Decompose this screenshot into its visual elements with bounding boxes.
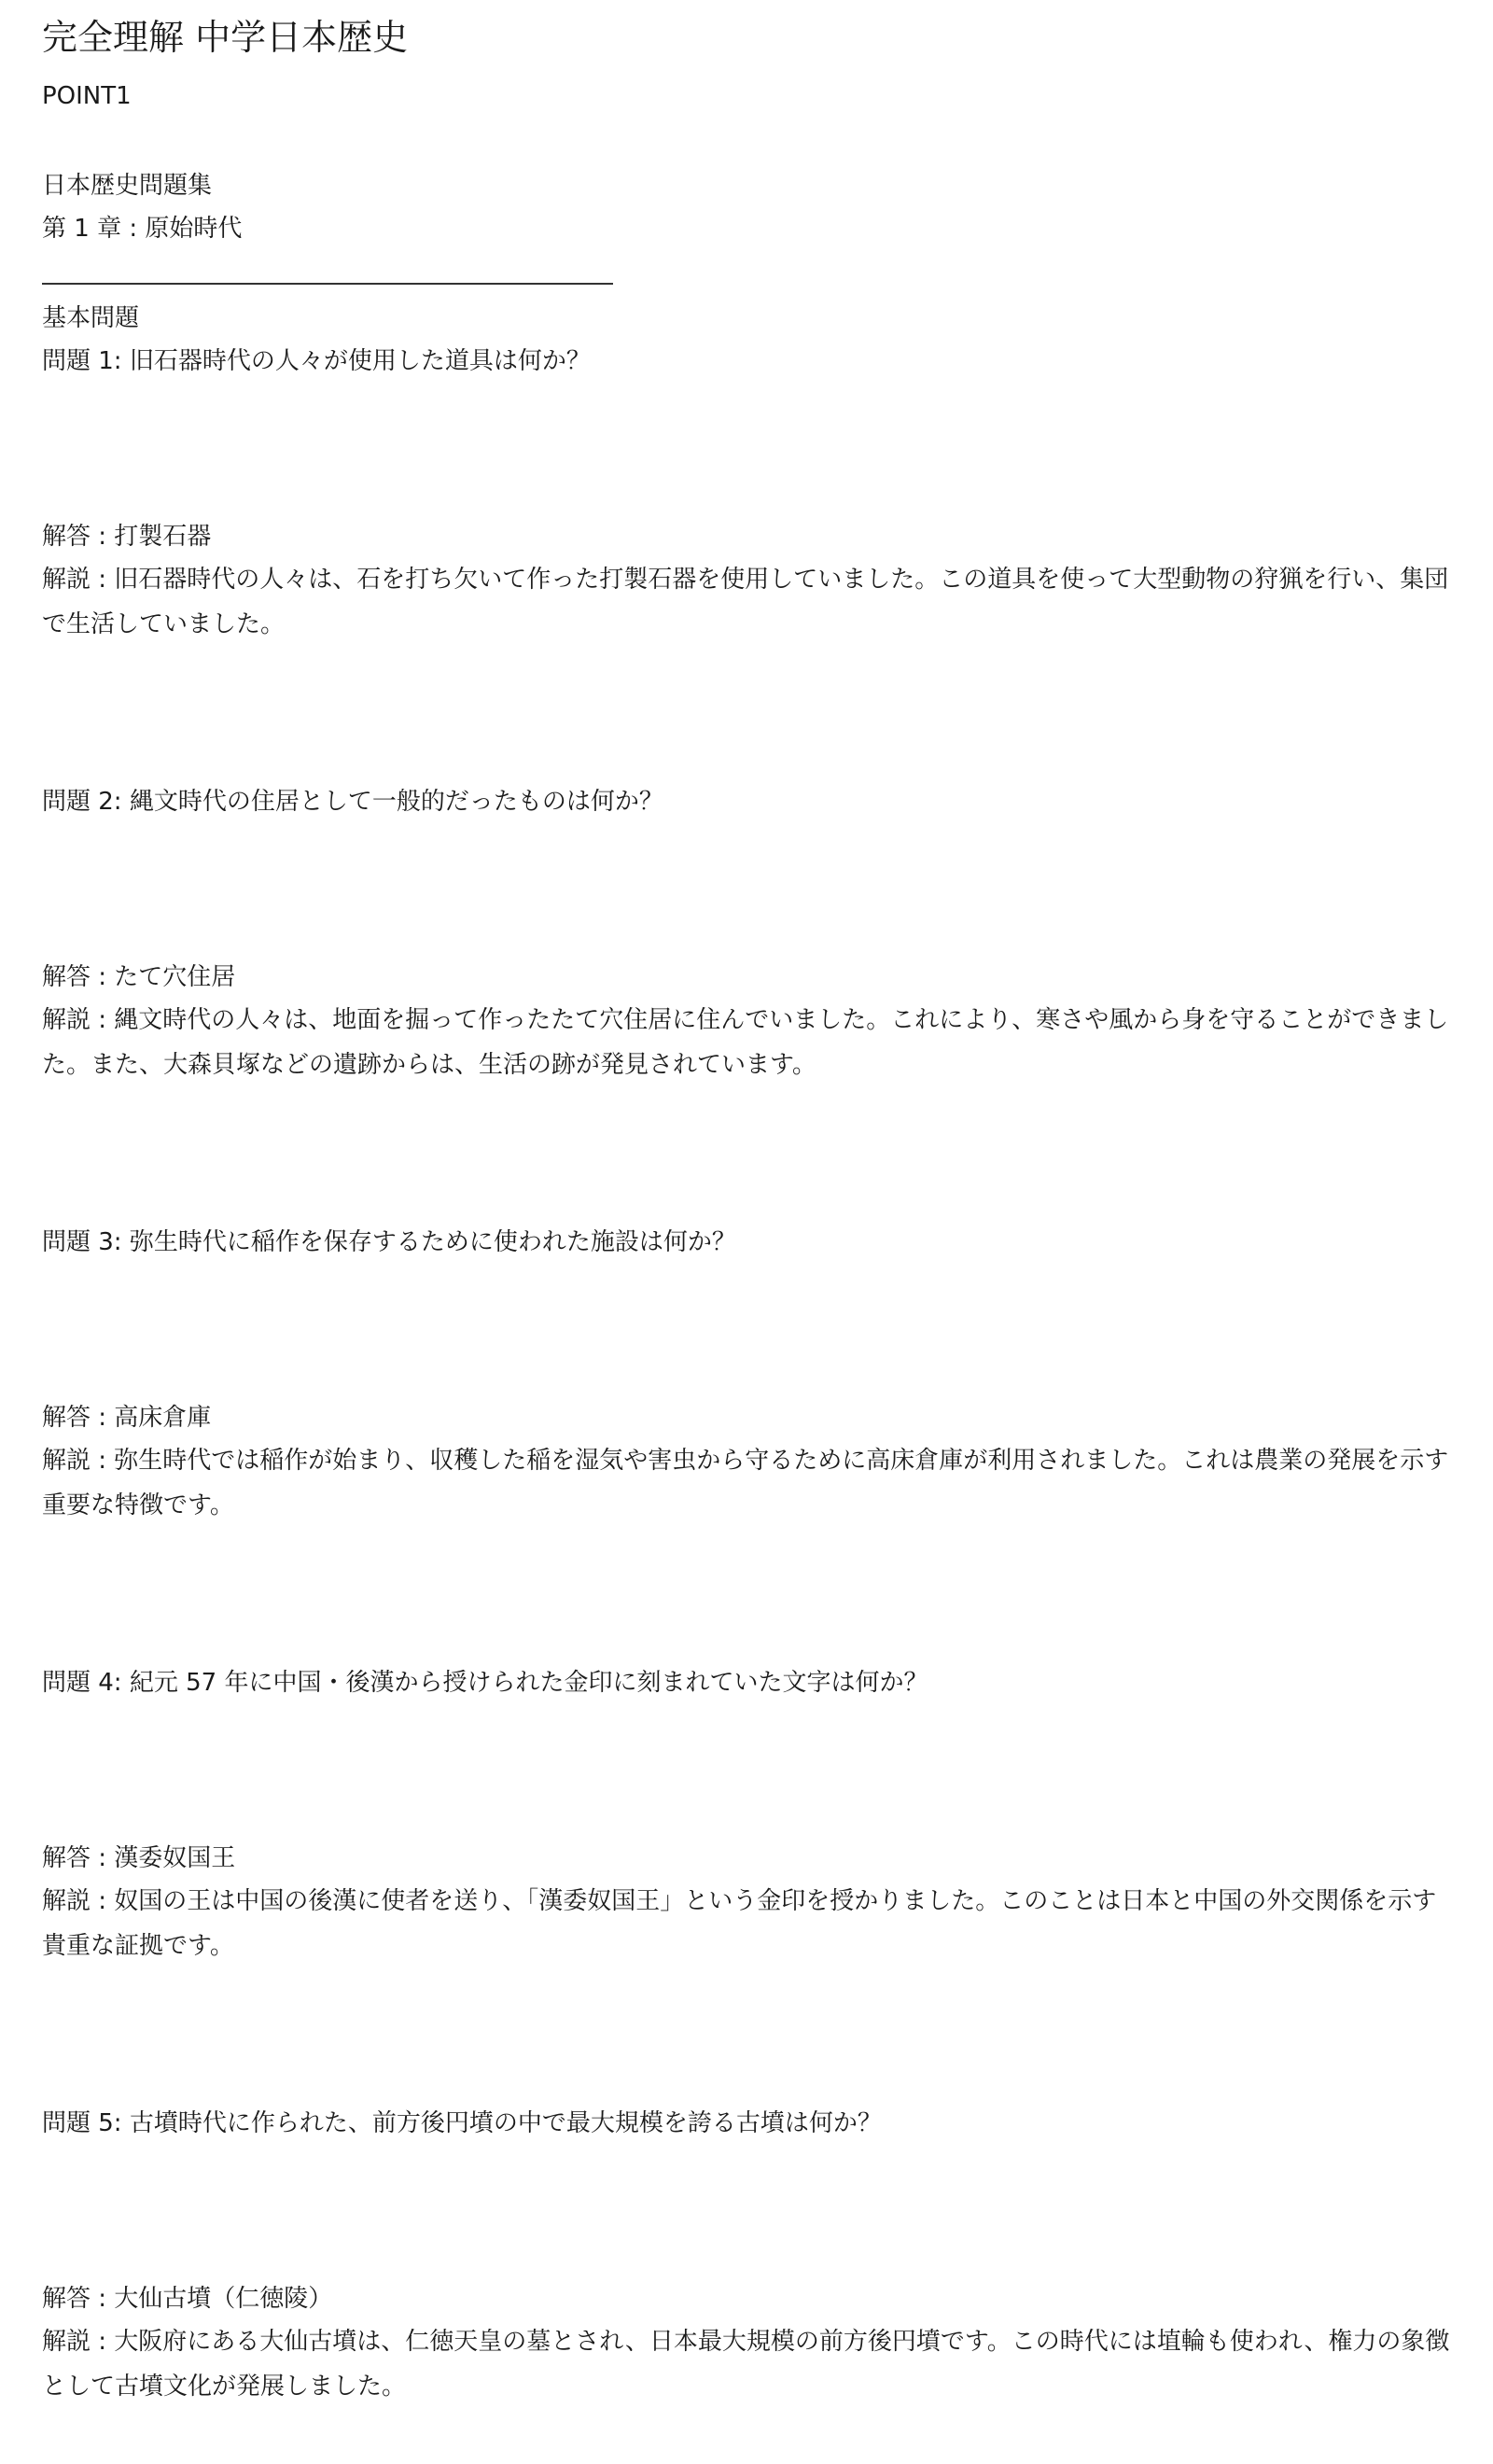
explanation-1: 解説 : 旧石器時代の人々は、石を打ち欠いて作った打製石器を使用していました。この道具を使って大型動物の狩猟を行い、集団で生活していました。	[42, 566, 1449, 638]
document-title: 完全理解 中学日本歴史	[42, 17, 409, 58]
answer-3: 解答 : 高床倉庫	[42, 1404, 212, 1432]
question-2: 問題 2: 縄文時代の住居として一般的だったものは何か？	[42, 788, 663, 816]
question-1: 問題 1: 旧石器時代の人々が使用した道具は何か？	[42, 347, 591, 375]
point-label: POINT1	[42, 82, 132, 110]
explanation-2: 解説 : 縄文時代の人々は、地面を掘って作ったたて穴住居に住んでいました。これにより、寒さや風から身を守ることができました。また、大森貝塚などの遺跡からは、生活の跡が発見されています。	[42, 1006, 1449, 1079]
answer-2: 解答 : たて穴住居	[42, 963, 236, 991]
explanation-5: 解説 : 大阪府にある大仙古墳は、仁徳天皇の墓とされ、日本最大規模の前方後円墳です。この時代には埴輪も使われ、権力の象徴として古墳文化が発展しました。	[42, 2328, 1450, 2401]
question-3: 問題 3: 弥生時代に稲作を保存するために使われた施設は何か？	[42, 1228, 736, 1256]
explanation-4: 解説 : 奴国の王は中国の後漢に使者を送り、「漢委奴国王」という金印を授かりました。このことは日本と中国の外交関係を示す貴重な証拠です。	[42, 1887, 1437, 1960]
section-divider	[42, 283, 613, 285]
question-4: 問題 4: 紀元 57 年に中国・後漢から授けられた金印に刻まれていた文字は何か？	[42, 1669, 928, 1697]
book-title: 日本歴史問題集	[42, 172, 213, 200]
question-5: 問題 5: 古墳時代に作られた、前方後円墳の中で最大規模を誇る古墳は何か？	[42, 2109, 882, 2137]
explanation-3: 解説 : 弥生時代では稲作が始まり、収穫した稲を湿気や害虫から守るために高床倉庫が利用されました。これは農業の発展を示す重要な特徴です。	[42, 1447, 1449, 1519]
answer-1: 解答 : 打製石器	[42, 523, 212, 551]
answer-5: 解答 : 大仙古墳（仁徳陵）	[42, 2285, 333, 2313]
section-label: 基本問題	[42, 304, 140, 332]
answer-4: 解答 : 漢委奴国王	[42, 1844, 236, 1872]
chapter-heading: 第 1 章 : 原始時代	[42, 215, 243, 243]
